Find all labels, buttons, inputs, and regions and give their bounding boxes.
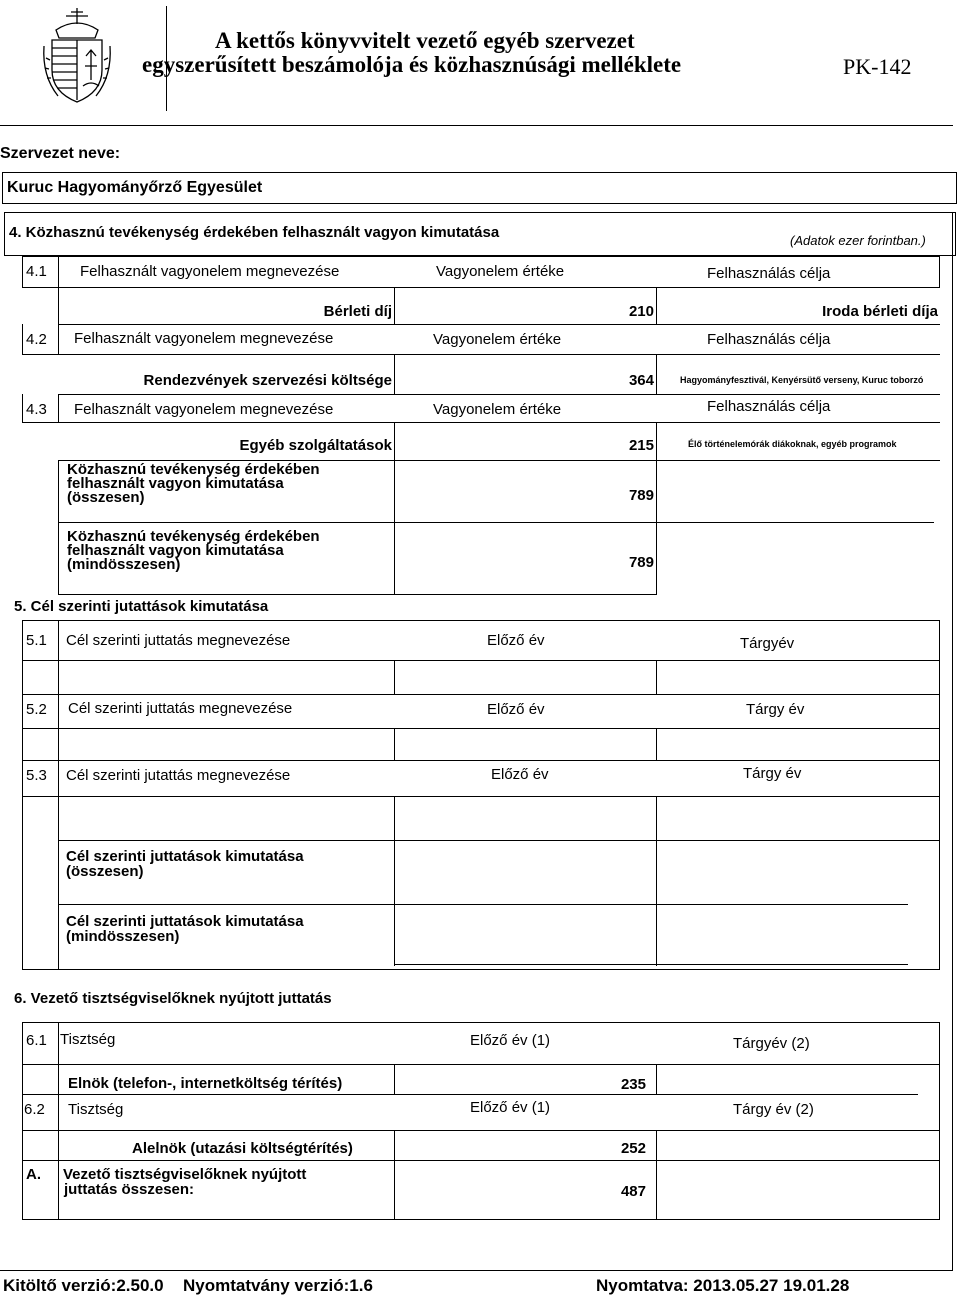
row-4-3-num-divider — [58, 394, 59, 422]
row-4-1-num-divider — [58, 256, 59, 288]
row-4-2-purpose: Hagyományfesztivál, Kenyérsütő verseny, Kuruc toborzó — [680, 375, 924, 385]
row-4-3-col-purpose: Felhasználás célja — [707, 398, 831, 415]
page-frame-bottom — [0, 1270, 953, 1271]
s5-total-label-line2: (összesen) — [66, 863, 144, 880]
row-6-2-header-rule — [22, 1130, 940, 1131]
row-6-1-num: 6.1 — [26, 1032, 47, 1049]
row-4-2-num-divider — [58, 324, 59, 354]
unit-note: (Adatok ezer forintban.) — [790, 233, 926, 248]
row-6-2-name-divider — [394, 1130, 395, 1220]
row-5-3-header-rule — [22, 796, 940, 797]
row-6-2-value-name: Alelnök (utazási költségtérítés) — [132, 1140, 353, 1157]
form-title-line1: A kettős könyvvitelt vezető egyéb szervezet — [215, 28, 635, 53]
s6-total-num: A. — [26, 1166, 41, 1183]
row-4-2-col-value: Vagyonelem értéke — [433, 331, 562, 348]
row-4-1-bottom-rule — [58, 324, 940, 325]
row-4-2-name: Rendezvények szervezési költsége — [143, 372, 392, 389]
row-6-2-bottom-rule — [22, 1160, 940, 1161]
s5-total-value-divider — [656, 840, 657, 966]
row-4-1-name: Bérleti díj — [323, 303, 392, 320]
row-6-1-value: 235 — [620, 1076, 646, 1093]
form-title-line2: egyszerűsített beszámolója és közhasznúsági melléklete — [142, 52, 682, 77]
row-4-2-name-divider — [394, 354, 395, 394]
row-4-2-header-rule — [22, 354, 940, 355]
s4-total-bottom-rule — [58, 522, 934, 523]
s5-grand-label-line2: (mindösszesen) — [66, 928, 180, 945]
row-4-1-purpose: Iroda bérleti díja — [822, 303, 938, 320]
row-4-3-name-divider — [394, 422, 395, 460]
row-6-1-bottom-rule — [22, 1094, 918, 1095]
row-6-2-name: Tisztség — [68, 1101, 124, 1118]
s4-grand-label-line1: Közhasznú tevékenység érdekében — [67, 528, 320, 545]
row-5-2-bottom-rule — [22, 760, 940, 761]
s6-total-label-line1: Vezető tisztségviselőknek nyújtott — [63, 1166, 307, 1183]
row-5-1-name-divider — [394, 660, 395, 694]
row-4-3-header-rule — [22, 422, 940, 423]
s6-total-label-line2: juttatás összesen: — [64, 1181, 195, 1198]
row-6-1-name-divider — [394, 1064, 395, 1094]
page-frame-right — [952, 212, 953, 1270]
row-4-3-value-divider — [656, 422, 657, 460]
row-4-3-col-name: Felhasznált vagyonelem megnevezése — [74, 401, 334, 418]
row-5-2-value-divider — [656, 728, 657, 760]
s5-num-divider — [58, 620, 59, 970]
row-5-1-name: Cél szerinti juttatás megnevezése — [66, 632, 291, 649]
row-4-2-value-divider — [656, 354, 657, 394]
footer-printed: Nyomtatva: 2013.05.27 19.01.28 — [596, 1276, 850, 1295]
row-6-2-value: 252 — [620, 1140, 646, 1157]
row-4-3-value: 215 — [628, 437, 654, 454]
row-5-3-value-divider — [656, 796, 657, 840]
s5-total-label-line1: Cél szerinti juttatások kimutatása — [66, 848, 304, 865]
form-code: PK-142 — [843, 54, 912, 79]
row-5-3-prev: Előző év — [491, 766, 549, 783]
org-name-value: Kuruc Hagyományőrző Egyesület — [7, 179, 263, 196]
row-5-2-header-rule — [22, 728, 940, 729]
row-5-3-name: Cél szerinti jutattás megnevezése — [66, 767, 291, 784]
row-4-3-num: 4.3 — [26, 401, 47, 418]
row-4-1-col-purpose: Felhasználás célja — [707, 265, 831, 282]
row-5-1-bottom-rule — [22, 694, 940, 695]
s4-total-label-line3: (összesen) — [67, 489, 145, 506]
row-6-1-curr: Tárgyév (2) — [733, 1035, 810, 1052]
row-5-1-header-rule — [22, 660, 940, 661]
row-4-1-left-border — [58, 288, 59, 324]
s4-grand-bottom-rule — [58, 594, 656, 595]
row-4-2-value: 364 — [628, 372, 654, 389]
s5-grand-bottom-rule — [394, 964, 908, 965]
coat-of-arms-logo — [38, 6, 116, 108]
row-4-1-name-divider — [394, 288, 395, 324]
s4-total-value-divider — [656, 460, 657, 595]
row-5-3-name-divider — [394, 796, 395, 840]
row-5-3-num: 5.3 — [26, 767, 47, 784]
section-6-title: 6. Vezető tisztségviselőknek nyújtott juttatás — [14, 990, 332, 1007]
row-5-1-prev: Előző év — [487, 632, 545, 649]
row-6-1-name: Tisztség — [60, 1031, 116, 1048]
s4-total-label-line2: felhasznált vagyon kimutatása — [67, 475, 284, 492]
row-4-1-col-name: Felhasznált vagyonelem megnevezése — [80, 263, 340, 280]
s4-total-label-line1: Közhasznú tevékenység érdekében — [67, 461, 320, 478]
row-5-2-num: 5.2 — [26, 701, 47, 718]
s4-grand-label-line3: (mindösszesen) — [67, 556, 181, 573]
row-4-1-value-divider — [656, 288, 657, 324]
row-6-2-prev: Előző év (1) — [470, 1099, 551, 1116]
footer-filler-version: Kitöltő verzió:2.50.0 — [3, 1276, 164, 1295]
row-6-1-prev: Előző év (1) — [470, 1032, 551, 1049]
row-4-2-num: 4.2 — [26, 331, 47, 348]
row-6-1-header-rule — [22, 1064, 940, 1065]
s4-total-left-border — [58, 460, 59, 595]
s4-grand-value: 789 — [628, 554, 654, 571]
row-4-2-outer-left — [22, 324, 23, 354]
row-5-1-num: 5.1 — [26, 632, 47, 649]
s5-total-bottom-rule — [58, 904, 908, 905]
row-6-2-num: 6.2 — [24, 1101, 45, 1118]
row-4-1-num: 4.1 — [26, 263, 47, 280]
row-4-2-col-purpose: Felhasználás célja — [707, 331, 831, 348]
row-6-1-value-divider — [656, 1064, 657, 1094]
s6-num-divider — [58, 1022, 59, 1220]
s6-total-value: 487 — [620, 1183, 646, 1200]
row-4-2-col-name: Felhasznált vagyonelem megnevezése — [74, 330, 334, 347]
row-4-3-outer-left — [22, 394, 23, 422]
org-name-field — [2, 172, 957, 204]
row-6-2-curr: Tárgy év (2) — [733, 1101, 814, 1118]
row-6-1-value-name: Elnök (telefon-, internetköltség térítés) — [68, 1075, 343, 1092]
row-4-1-value: 210 — [628, 303, 654, 320]
org-name-label: Szervezet neve: — [0, 145, 121, 162]
s5-total-name-divider — [394, 840, 395, 966]
row-4-3-name: Egyéb szolgáltatások — [239, 437, 392, 454]
section-4-title: 4. Közhasznú tevékenység érdekében felhasznált vagyon kimutatása — [9, 224, 500, 241]
s4-total-name-divider — [394, 460, 395, 595]
row-5-2-curr: Tárgy év — [746, 701, 805, 718]
section-5-title: 5. Cél szerinti jutattások kimutatása — [14, 598, 269, 615]
row-5-2-name-divider — [394, 728, 395, 760]
row-4-2-bottom-rule — [58, 394, 940, 395]
row-4-3-col-value: Vagyonelem értéke — [433, 401, 562, 418]
row-5-2-name: Cél szerinti juttatás megnevezése — [68, 700, 293, 717]
row-5-3-curr: Tárgy év — [743, 765, 802, 782]
row-6-2-value-divider — [656, 1130, 657, 1220]
row-5-1-value-divider — [656, 660, 657, 694]
row-4-1-col-value: Vagyonelem értéke — [436, 263, 565, 280]
row-5-2-prev: Előző év — [487, 701, 545, 718]
row-5-1-curr: Tárgyév — [740, 635, 795, 652]
header-bottom-rule — [0, 125, 953, 126]
row-5-3-bottom-rule — [58, 840, 940, 841]
s4-total-value: 789 — [628, 487, 654, 504]
s5-grand-label-line1: Cél szerinti juttatások kimutatása — [66, 913, 304, 930]
footer-form-version: Nyomtatvány verzió:1.6 — [183, 1276, 373, 1295]
row-4-3-purpose: Élő történelemórák diákoknak, egyéb programok — [688, 439, 897, 449]
s4-grand-label-line2: felhasznált vagyon kimutatása — [67, 542, 284, 559]
